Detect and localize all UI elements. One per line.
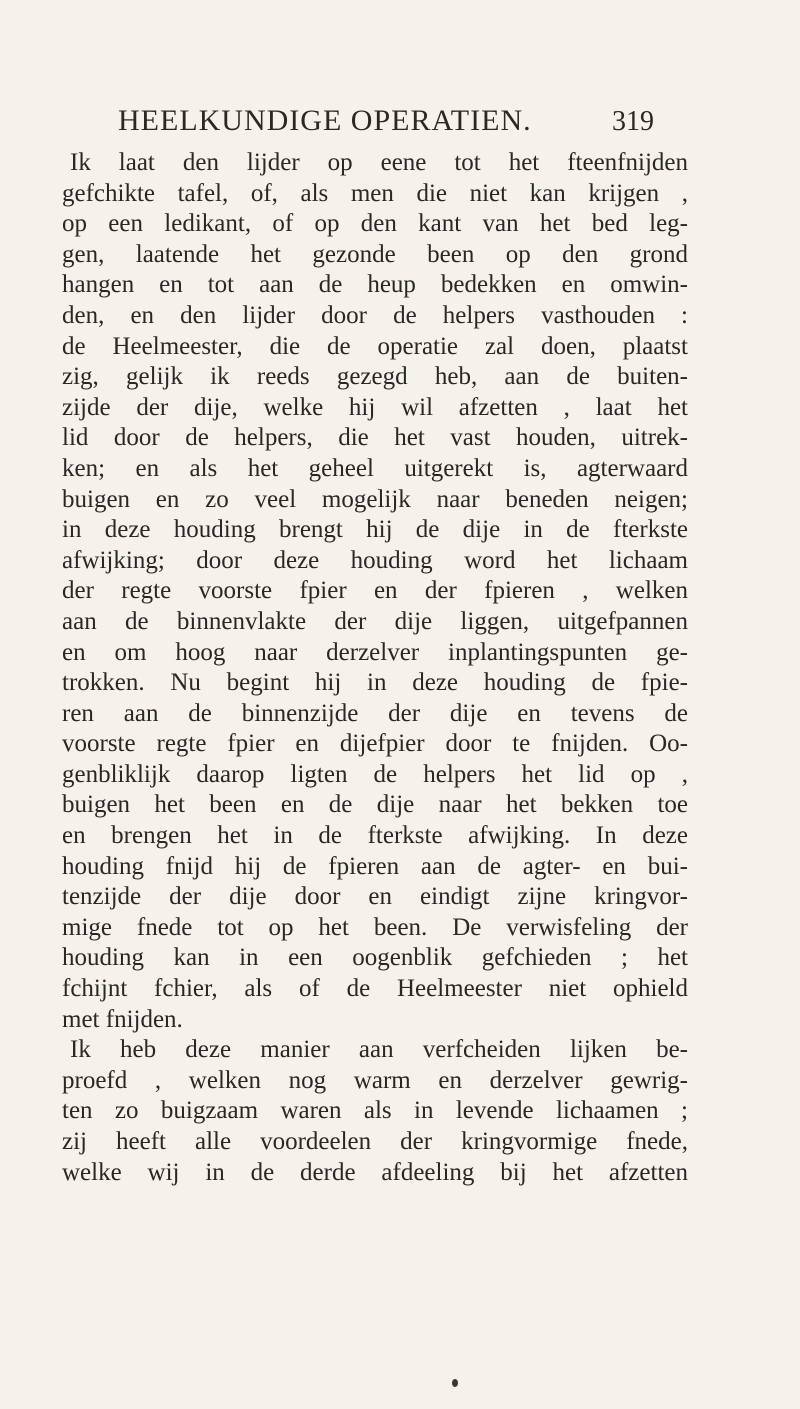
ink-speck: [452, 1379, 458, 1387]
text-line: de Heelmeester, die de operatie zal doen, plaatst: [62, 332, 688, 360]
text-line: den, en den lijder door de helpers vasthouden :: [62, 301, 688, 329]
page-number: 319: [612, 106, 654, 137]
text-line: ren aan de binnenzijde der dije en tevens de: [62, 699, 688, 727]
text-line: welke wij in de derde afdeeling bij het afzetten: [62, 1158, 688, 1186]
text-line: zij heeft alle voordeelen der kringvormige fnede,: [62, 1128, 688, 1155]
text-line: houding fnijd hij de fpieren aan de agter- en bui-: [62, 852, 688, 880]
text-line: aan de binnenvlakte der dije liggen, uitgefpannen: [62, 607, 688, 635]
text-line: genbliklijk daarop ligten de helpers het lid op ,: [62, 760, 688, 788]
text-line: voorste regte fpier en dijefpier door te fnijden. Oo-: [62, 730, 688, 758]
text-line: Ik laat den lijder op eene tot het fteenfnijden: [70, 149, 688, 176]
text-line: trokken. Nu begint hij in deze houding de fpie-: [62, 669, 688, 697]
text-line: zig, gelijk ik reeds gezegd heb, aan de buiten-: [62, 363, 688, 391]
text-line: fchijnt fchier, als of de Heelmeester niet ophield: [62, 975, 688, 1003]
running-title: HEELKUNDIGE OPERATIEN.: [118, 104, 532, 137]
text-line: gefchikte tafel, of, als men die niet kan krijgen ,: [62, 179, 688, 207]
text-line: en brengen het in de fterkste afwijking. In deze: [62, 822, 688, 850]
text-line: in deze houding brengt hij de dije in de fterkste: [62, 516, 688, 544]
text-line: buigen en zo veel mogelijk naar beneden neigen;: [62, 485, 688, 513]
text-line: Ik heb deze manier aan verfcheiden lijken be-: [70, 1036, 688, 1064]
text-line: ten zo buigzaam waren als in levende lichaamen ;: [62, 1097, 688, 1125]
text-line: lid door de helpers, die het vast houden, uitrek-: [62, 424, 688, 452]
text-line: en om hoog naar derzelver inplantingspunten ge-: [62, 638, 688, 666]
text-line: zijde der dije, welke hij wil afzetten , laat het: [62, 393, 688, 421]
text-line: ken; en als het geheel uitgerekt is, agterwaard: [62, 454, 688, 482]
text-line: buigen het been en de dije naar het bekken toe: [62, 791, 688, 819]
text-line: afwijking; door deze houding word het lichaam: [62, 546, 688, 574]
text-line: op een ledikant, of op den kant van het bed leg-: [62, 210, 688, 238]
text-line: met fnijden.: [62, 1005, 183, 1033]
text-line: tenzijde der dije door en eindigt zijne kringvor-: [62, 883, 688, 911]
text-line: mige fnede tot op het been. De verwisfeling der: [62, 913, 688, 941]
text-line: hangen en tot aan de heup bedekken en omwin-: [62, 271, 688, 299]
text-line: proefd , welken nog warm en derzelver gewrig-: [62, 1066, 688, 1094]
text-line: gen, laatende het gezonde been op den grond: [62, 240, 688, 268]
body-text: [62, 148, 688, 1188]
text-line: houding kan in een oogenblik gefchieden ; het: [62, 944, 688, 972]
text-line: der regte voorste fpier en der fpieren , welken: [62, 577, 688, 605]
running-head: [118, 104, 678, 144]
